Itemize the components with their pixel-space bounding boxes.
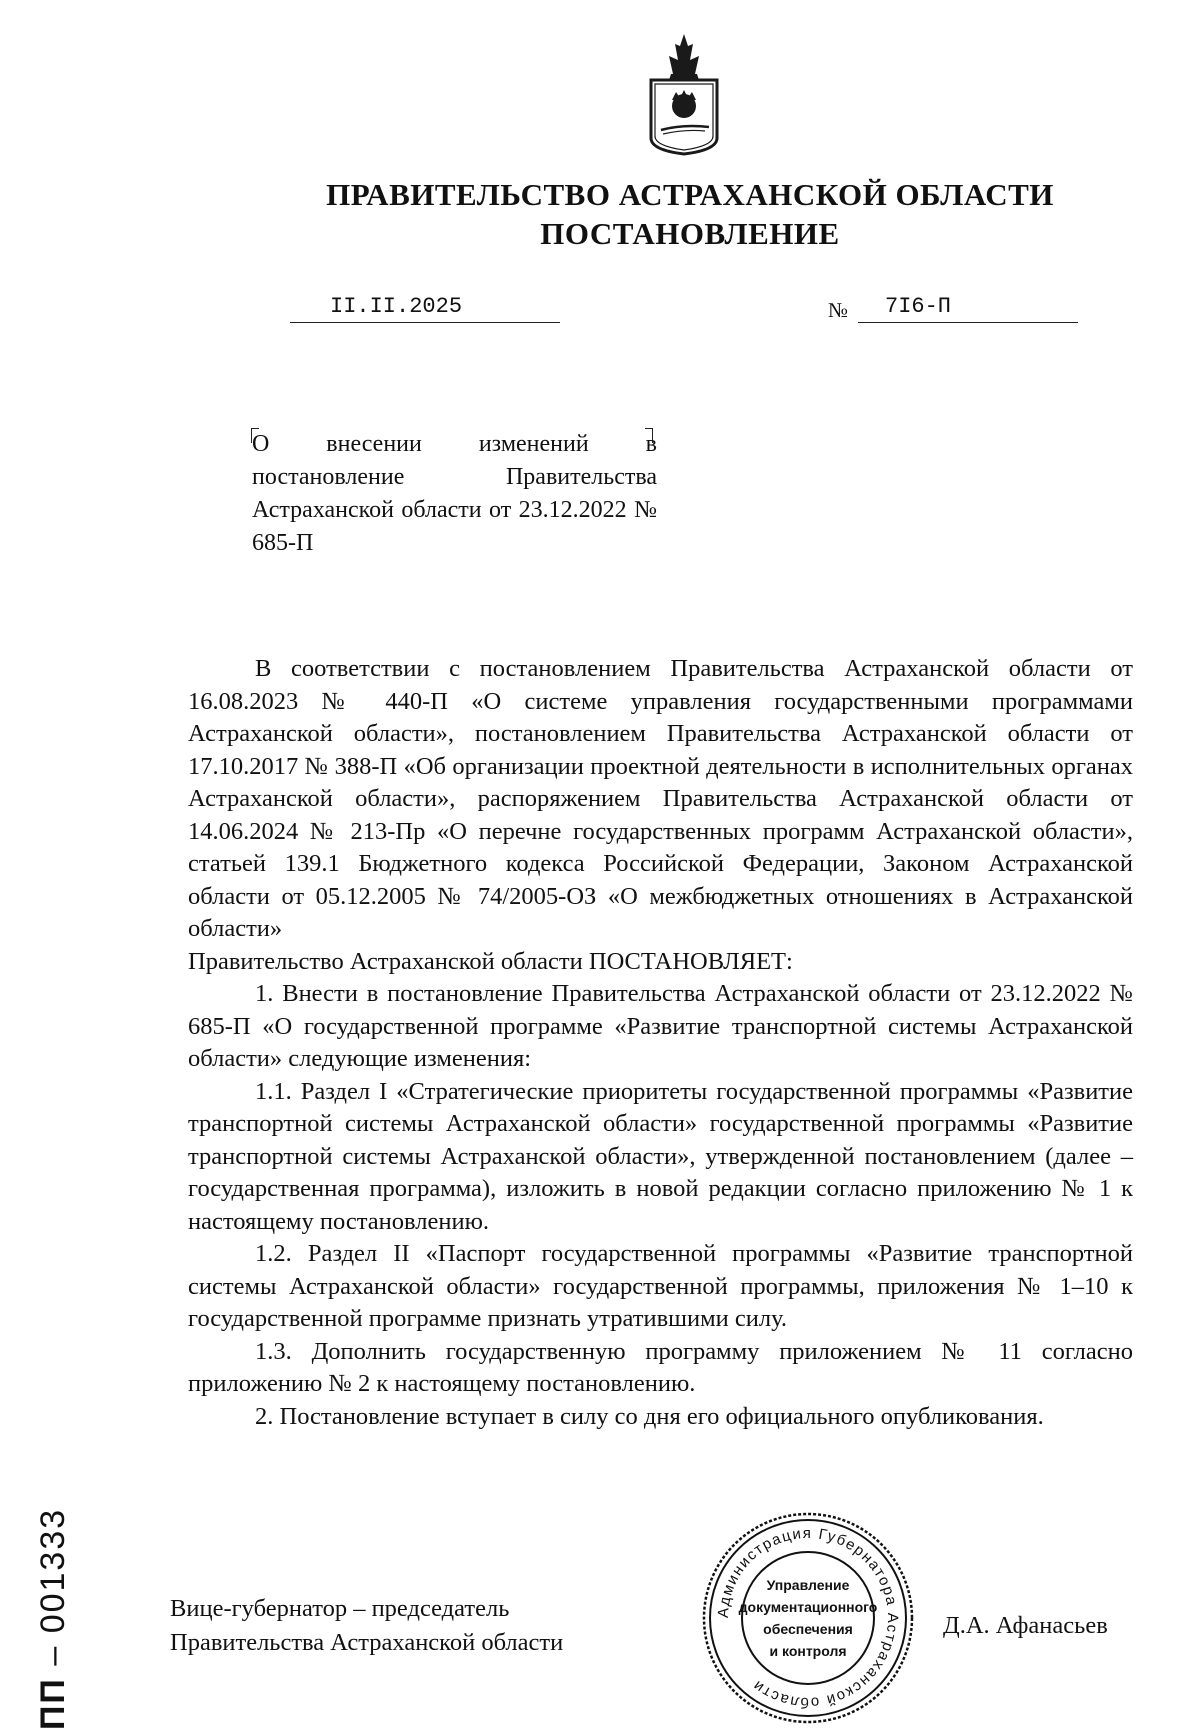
preamble-paragraph: В соответствии с постановлением Правительства Астраханской области от 16.08.2023 № 440-П «О системе управления государственными программами Астраханской области», постановлением Правительства Астраханской области от 17.10.2017 № 388-П «Об организации проектной деятельности в исполнительных органах Астраханской области», распоряжением Правительства Астраханской области от 14.06.2024 № 213-Пр «О перечне государственных программ Астраханской области», статьей 139.1 Бюджетного кодекса Российской Федерации, Законом Астраханской области от 05.12.2005 № 74/2005-ОЗ «О межбюджетных отношениях в Астраханской области» [188, 655, 1133, 942]
side-stamp-prefix: ПП [34, 1677, 72, 1730]
stamp-ring-text: Администрация Губернатора Астраханской области [714, 1524, 902, 1712]
document-date: II.II.2025 [330, 294, 463, 319]
side-stamp-number: 001333 [34, 1507, 72, 1634]
clause-1: 1. Внести в постановление Правительства Астраханской области от 23.12.2022 № 685-П «О государственной программе «Развитие транспортной системы Астраханской области» следующие изменения: [188, 980, 1133, 1072]
clause-1-2: 1.2. Раздел II «Паспорт государственной программы «Развитие транспортной системы Астраханской области» государственной программы, приложения № 1–10 к государственной программе признать утратившими силу. [188, 1240, 1133, 1332]
resolution-line: Правительство Астраханской области ПОСТАНОВЛЯЕТ: [188, 947, 793, 975]
stamp-center-line2: документационного [738, 1599, 878, 1615]
document-subject: О внесении изменений в постановление Правительства Астраханской области от 23.12.2022 № 685-П [252, 431, 657, 556]
stamp-center-line1: Управление [766, 1577, 850, 1593]
coat-of-arms-emblem [643, 30, 725, 158]
document-body [188, 653, 1133, 1433]
signatory-title-line1: Вице-губернатор – председатель [170, 1595, 510, 1622]
document-title: ПРАВИТЕЛЬСТВО АСТРАХАНСКОЙ ОБЛАСТИ [326, 177, 1054, 212]
clause-2: 2. Постановление вступает в силу со дня его официального опубликования. [255, 1402, 1044, 1430]
signatory-title [170, 1592, 563, 1660]
number-sign: № [828, 298, 849, 322]
side-stamp-dash: – [34, 1644, 72, 1666]
signatory-title-line2: Правительства Астраханской области [170, 1629, 564, 1656]
signatory-name: Д.А. Афанасьев [943, 1612, 1108, 1639]
document-number: 7I6-П [885, 294, 952, 319]
clause-1-3: 1.3. Дополнить государственную программу приложением № 11 согласно приложению № 2 к настоящему постановлению. [188, 1337, 1133, 1397]
stamp-center-line3: обеспечения [763, 1621, 853, 1637]
document-type: ПОСТАНОВЛЕНИЕ [540, 216, 840, 251]
side-registration-stamp [12, 1405, 122, 1730]
stamp-center-line4: и контроля [769, 1643, 847, 1659]
official-round-stamp [700, 1510, 916, 1726]
number-underline [858, 322, 1078, 323]
clause-1-1: 1.1. Раздел I «Стратегические приоритеты государственной программы «Развитие транспортной системы Астраханской области» государственной программы «Развитие транспортной системы Астраханской области», утвержденной постановлением (далее – государственная программа), изложить в новой редакции согласно приложению № 1 к настоящему постановлению. [188, 1077, 1133, 1235]
date-underline [290, 322, 560, 323]
